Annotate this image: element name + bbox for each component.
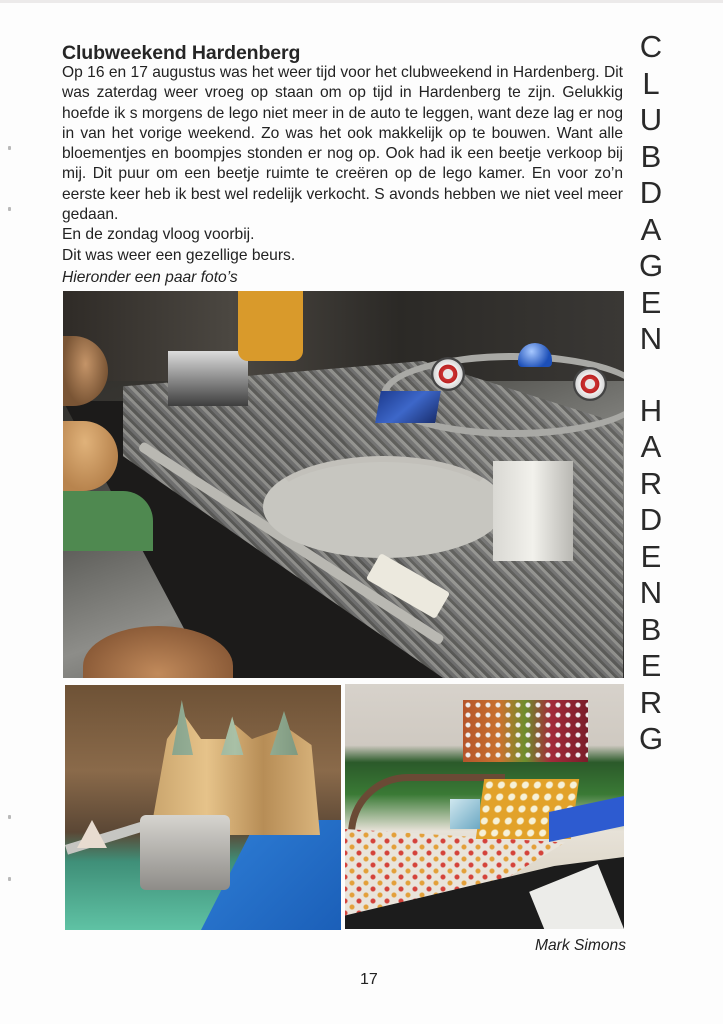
photo-castle-wall (140, 815, 230, 890)
article-paragraph: Op 16 en 17 augustus was het weer tijd voor het clubweekend in Hardenberg. Dit was zaterdag weer vroeg op staan om op tijd in Hardenberg te zijn. Gelukkig hoefde ik s morgens de lego niet meer in de auto te leggen, want deze lag er nog in van het vorige weekend. Zo was het ook makkelijk op te bouwen. Want alle bloementjes en boompjes stonden er nog op. Ook had ik een beetje verkoop bij mij. Dit puur om een beetje ruimte te creëren op de lego kamer. En voor zo’n eerste keer heb ik best wel redelijk verkocht. S avonds hebben we niet veel meer gedaan. (62, 64, 623, 224)
side-letter: C (639, 29, 663, 64)
side-letter: N (639, 575, 663, 610)
binder-mark (8, 146, 11, 150)
article-paragraph: Dit was weer een gezellige beurs. (62, 246, 296, 264)
binder-mark (8, 815, 11, 819)
photo-castle (65, 685, 341, 930)
photo-space-layout (63, 291, 624, 678)
photo-ice-block (450, 799, 480, 829)
side-letter: E (640, 538, 662, 574)
page-number: 17 (360, 971, 378, 988)
binder-mark (8, 877, 11, 881)
photo-blue-building (375, 391, 441, 423)
photo-satellite-dish (573, 367, 607, 401)
side-letter: A (640, 429, 662, 464)
binder-mark (8, 207, 11, 211)
side-letter: A (640, 211, 662, 247)
side-letter: E (640, 284, 662, 320)
side-letter: R (639, 684, 663, 720)
side-letter: D (639, 175, 663, 210)
photo-monorail-curve (263, 456, 505, 558)
article-body (62, 63, 623, 266)
side-letter: B (640, 138, 662, 174)
photo-garden (345, 684, 624, 929)
photo-castle-roofs (165, 700, 305, 755)
side-letter: H (639, 392, 663, 428)
side-letter: D (639, 502, 663, 537)
author-name: Mark Simons (535, 937, 626, 954)
photo-white-tower (493, 461, 573, 561)
side-letter: G (638, 721, 664, 756)
photo-child-shirt (63, 491, 153, 551)
article-paragraph: En de zondag vloog voorbij. (62, 226, 255, 244)
side-letter: U (639, 102, 663, 137)
side-letter: L (642, 65, 660, 101)
side-letter: N (639, 321, 663, 356)
photo-person-yellow-shirt (238, 291, 303, 361)
side-letter: E (640, 648, 662, 683)
page-edge (0, 0, 723, 3)
article-title: Clubweekend Hardenberg (62, 42, 301, 64)
photo-caption: Hieronder een paar foto’s (62, 269, 238, 286)
side-letter: R (639, 465, 663, 501)
photo-colorful-building (463, 700, 588, 762)
vertical-side-title (634, 29, 668, 758)
photo-space-station (168, 351, 248, 406)
photo-satellite-dish (431, 357, 465, 391)
side-letter: B (640, 611, 662, 647)
side-letter: G (638, 248, 664, 283)
